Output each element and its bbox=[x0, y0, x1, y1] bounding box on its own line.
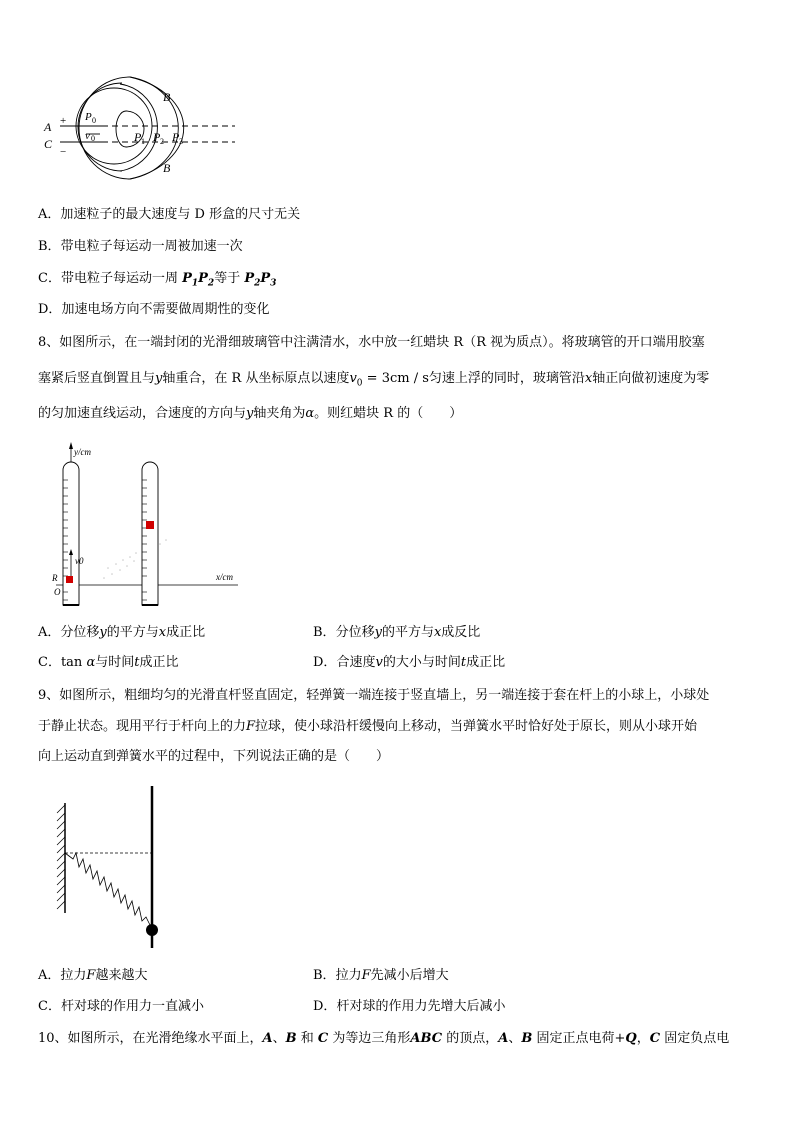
label-P2: P bbox=[153, 130, 161, 144]
q8-option-c[interactable]: C．tan α与时间t成正比 bbox=[38, 655, 179, 670]
dee-arc-3 bbox=[79, 77, 130, 179]
q9-option-c[interactable]: C．杆对球的作用力一直减小 bbox=[38, 999, 204, 1014]
v0-label: v0 bbox=[75, 556, 84, 566]
label-P0: P bbox=[85, 111, 92, 123]
label-v0: v bbox=[85, 130, 90, 142]
label-C: C bbox=[44, 137, 53, 151]
label-P1: P bbox=[134, 130, 142, 144]
dee-arc-6 bbox=[130, 77, 178, 179]
red-wax-block-1 bbox=[66, 576, 73, 583]
q7-option-d[interactable]: D．加速电场方向不需要做周期性的变化 bbox=[38, 302, 270, 317]
q8-option-d[interactable]: D．合速度v的大小与时间t成正比 bbox=[313, 655, 506, 670]
q8-option-b[interactable]: B．分位移y的平方与x成反比 bbox=[313, 625, 481, 640]
spring bbox=[65, 853, 152, 929]
q8-stem-line3: 的匀加速直线运动，合速度的方向与y轴夹角为α。则红蜡块 R 的（ ） bbox=[38, 406, 463, 421]
O-label: O bbox=[54, 587, 61, 597]
q9-stem-line1: 9、如图所示，粗细均匀的光滑直杆竖直固定，轻弹簧一端连接于竖直墙上，另一端连接于套在杆上的小球上，小球处 bbox=[38, 688, 710, 703]
q7-option-a[interactable]: A．加速粒子的最大速度与 D 形盒的尺寸无关 bbox=[38, 207, 301, 222]
q9-stem-line3: 向上运动直到弹簧水平的过程中，下列说法正确的是（ ） bbox=[38, 749, 390, 764]
q8-option-a[interactable]: A．分位移y的平方与x成正比 bbox=[38, 625, 206, 640]
q8-stem-line2: 塞紧后竖直倒置且与y轴重合，在 R 从坐标原点以速度$v_0 = 3cm / s$匀速上浮的同时，玻璃管沿x轴正向做初速度为零 bbox=[38, 371, 710, 389]
q10-stem-line1: 10、如图所示，在光滑绝缘水平面上，A、B 和 C 为等边三角形ABC 的顶点，A、B 固定正点电荷+Q，C 固定负点电 bbox=[38, 1031, 730, 1046]
x-axis-label: x/cm bbox=[216, 572, 233, 582]
label-plus: + bbox=[60, 115, 67, 127]
glass-tube-figure bbox=[48, 440, 248, 615]
q7-option-c[interactable]: C．带电粒子每运动一周 $P_1P_2$等于 $P_2P_3$ bbox=[38, 271, 277, 289]
q9-option-a[interactable]: A．拉力F越来越大 bbox=[38, 968, 148, 983]
svg-text:3: 3 bbox=[179, 137, 183, 146]
label-A: A bbox=[44, 120, 52, 134]
red-wax-block-2 bbox=[146, 521, 154, 529]
label-B-bottom: B bbox=[163, 161, 171, 175]
tube-1 bbox=[63, 462, 79, 605]
svg-text:2: 2 bbox=[160, 137, 164, 146]
spring-rod-figure bbox=[45, 783, 175, 953]
label-P3: P bbox=[172, 130, 180, 144]
svg-text:0: 0 bbox=[91, 134, 95, 143]
q8-stem-line1: 8、如图所示，在一端封闭的光滑细玻璃管中注满清水，水中放一红蜡块 R（R 视为质点）。将玻璃管的开口端用胶塞 bbox=[38, 335, 705, 350]
q9-option-b[interactable]: B．拉力F先减小后增大 bbox=[313, 968, 449, 983]
q9-option-d[interactable]: D．杆对球的作用力先增大后减小 bbox=[313, 999, 506, 1014]
label-minus: − bbox=[60, 146, 67, 158]
svg-text:0: 0 bbox=[92, 116, 96, 125]
cyclotron-figure bbox=[30, 75, 250, 185]
q7-option-b[interactable]: B．带电粒子每运动一周被加速一次 bbox=[38, 239, 243, 254]
svg-text:1: 1 bbox=[141, 137, 145, 146]
label-B-top: B bbox=[163, 90, 171, 104]
dee-arc-2 bbox=[78, 83, 122, 171]
tube-2 bbox=[142, 462, 158, 605]
wall-hatching bbox=[57, 805, 65, 909]
R-label: R bbox=[52, 573, 58, 583]
ball bbox=[146, 924, 158, 936]
q9-stem-line2: 于静止状态。现用平行于杆向上的力F拉球，使小球沿杆缓慢向上移动，当弹簧水平时恰好处于原长，则从小球开始 bbox=[38, 719, 698, 734]
y-axis-label: y/cm bbox=[74, 447, 91, 457]
